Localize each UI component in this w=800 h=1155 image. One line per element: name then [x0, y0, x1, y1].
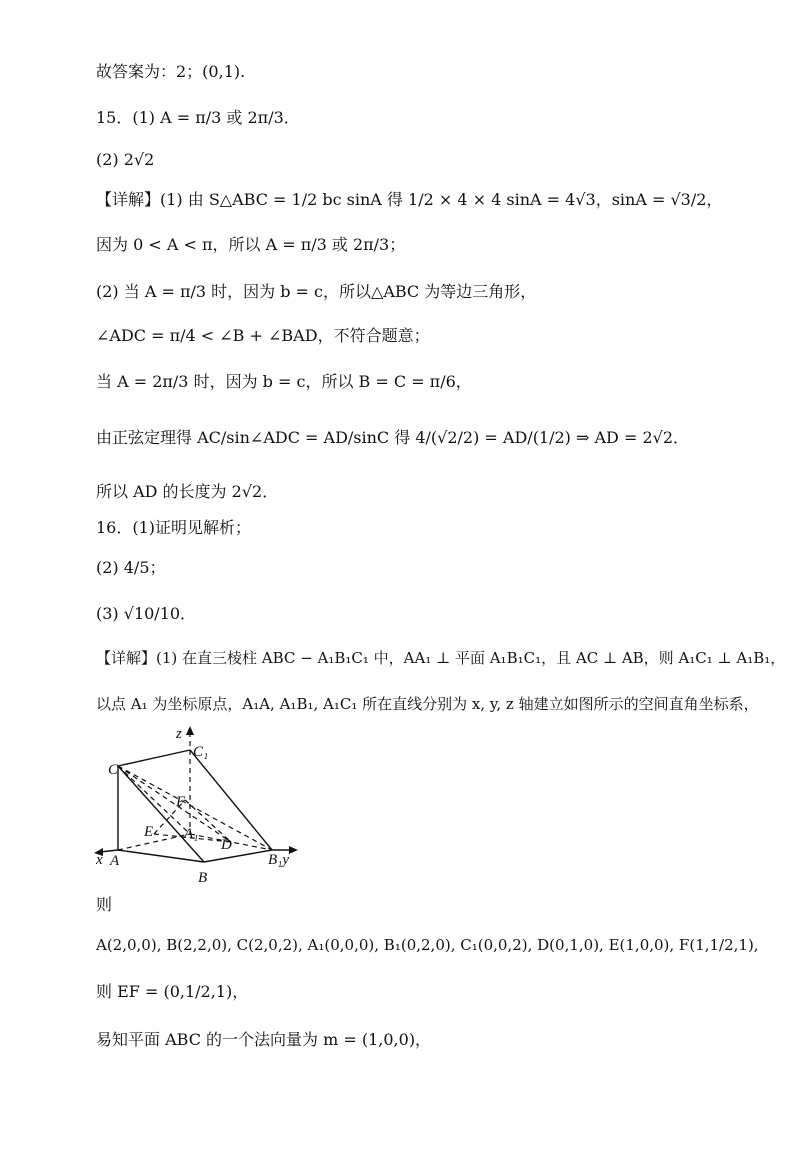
label-A: A — [110, 853, 120, 869]
q15-part1-answer: 15．(1) A = π/3 或 2π/3． — [96, 108, 300, 127]
q15-solution-line-1: 【详解】(1) 由 S△ABC = 1/2 bc sinA 得 1/2 × 4 × 4 sinA = 4√3，sinA = √3/2， — [96, 190, 723, 209]
label-B: B — [198, 870, 208, 886]
q16-solution-line-1: 【详解】(1) 在直三棱柱 ABC − A₁B₁C₁ 中，AA₁ ⊥ 平面 A₁B₁C₁，且 AC ⊥ AB，则 A₁C₁ ⊥ A₁B₁， — [96, 649, 786, 667]
label-C: C — [108, 762, 119, 778]
label-z: z — [176, 726, 182, 742]
q16-part2-answer: (2) 4/5； — [96, 558, 166, 577]
q15-solution-line-3: (2) 当 A = π/3 时，因为 b = c，所以△ABC 为等边三角形， — [96, 282, 537, 301]
q16-then-label: 则 — [96, 895, 113, 914]
q15-solution-line-6: 由正弦定理得 AC/sin∠ADC = AD/sinC 得 4/(√2/2) = AD/(1/2) ⇒ AD = 2√2． — [96, 428, 690, 447]
prism-figure — [90, 722, 330, 892]
answer-line-14: 故答案为：2；(0,1). — [96, 62, 246, 81]
q16-coordinates: A(2,0,0), B(2,2,0), C(2,0,2), A₁(0,0,0), B₁(0,2,0), C₁(0,0,2), D(0,1,0), E(1,0,0), F(1,1/2,1), — [96, 936, 759, 954]
q16-part1-answer: 16．(1)证明见解析； — [96, 518, 252, 537]
label-B1y: B₁y — [268, 852, 290, 868]
label-D: D — [221, 837, 232, 853]
q15-solution-line-2: 因为 0 < A < π，所以 A = π/3 或 2π/3； — [96, 235, 406, 254]
z-axis-arrow-icon — [186, 726, 194, 735]
edge-C1-B1 — [190, 750, 272, 850]
label-F: F — [176, 794, 186, 810]
q16-part3-answer: (3) √10/10． — [96, 604, 197, 623]
y-axis-arrow-icon — [289, 846, 298, 854]
label-x: x — [96, 852, 103, 868]
edge-A-A1 — [118, 834, 190, 850]
label-E: E — [144, 824, 154, 840]
q16-normal-vector: 易知平面 ABC 的一个法向量为 m = (1,0,0)， — [96, 1030, 432, 1049]
q15-conclusion: 所以 AD 的长度为 2√2． — [96, 482, 279, 501]
q15-part2-answer: (2) 2√2 — [96, 150, 155, 169]
edge-A-B — [118, 850, 204, 862]
q15-solution-line-5: 当 A = 2π/3 时，因为 b = c，所以 B = C = π/6， — [96, 372, 472, 391]
q16-solution-line-2: 以点 A₁ 为坐标原点，A₁A, A₁B₁, A₁C₁ 所在直线分别为 x, y, z 轴建立如图所示的空间直角坐标系， — [96, 695, 759, 713]
q16-vector-EF: 则 EF = (0,1/2,1)， — [96, 982, 249, 1001]
seg-C-D — [118, 766, 231, 842]
label-C1: C₁ — [193, 744, 209, 760]
edge-C-C1 — [118, 750, 190, 766]
label-A1: A₁ — [184, 826, 199, 842]
edge-B-B1 — [204, 850, 272, 862]
q15-solution-line-4: ∠ADC = π/4 < ∠B + ∠BAD，不符合题意； — [96, 326, 430, 345]
